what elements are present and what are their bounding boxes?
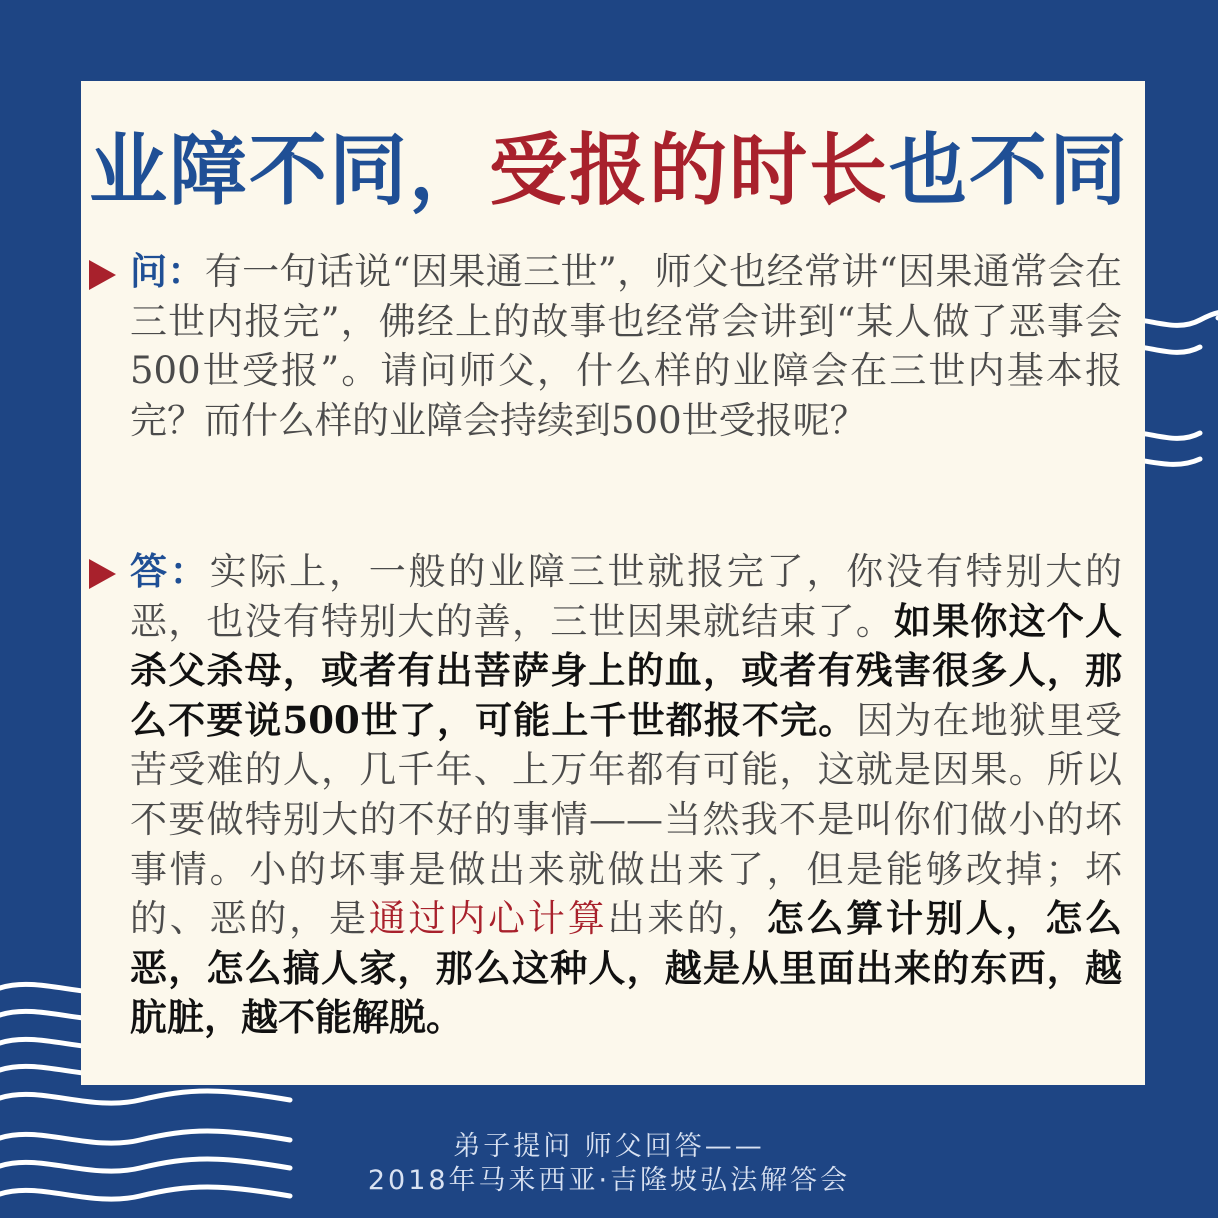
answer-text-6: 怎么算计别人，怎么恶，怎么搞人家，那么这种人，越是从里面出来的东西，越肮脏，越不能解脱。: [130, 896, 1123, 1040]
question-text: 有一句话说“因果通三世”，师父也经常讲“因果通常会在三世内报完”，佛经上的故事也经常会讲到“某人做了恶事会500世受报”。请问师父，什么样的业障会在三世内基本报完？而什么样的业障会持续到500世受报呢？: [130, 250, 1123, 442]
question-block: [130, 247, 1122, 445]
answer-text-2: 如果你这个人杀父杀母，或者有出菩萨身上的血，或者有残害很多人，那么不要说500世了，可能上千世都报不完。: [130, 598, 1122, 742]
title-part4: 也不同: [889, 125, 1130, 216]
answer-text-3: 因为在地狱里受苦受难的人，几千年、上万年都有可能，这就是因果。所以不要做特别大的不好的事情——当然我不是叫你们做小的坏事情。小的坏事是做出来就做出来了，但是能够改掉；坏的、恶的，是: [130, 698, 1123, 941]
title-part2: 受报的: [488, 125, 729, 216]
answer-label: 答：: [130, 549, 210, 593]
footer-line1: 弟子提问 师父回答——: [453, 1131, 765, 1162]
page-title: [0, 122, 1218, 220]
answer-text-5: 出来的，: [607, 897, 767, 941]
answer-highlight: 通过内心计算: [368, 897, 608, 941]
answer-marker-icon: [89, 559, 116, 589]
answer-block: [130, 547, 1122, 1043]
answer-text-1: 实际上，一般的业障三世就报完了，你没有特别大的恶，也没有特别大的善，三世因果就结束了。: [130, 550, 1123, 643]
title-part3: 时长: [729, 125, 890, 216]
question-label: 问：: [130, 249, 205, 293]
footer-line2: 2018年马来西亚·吉隆坡弘法解答会: [367, 1165, 851, 1196]
question-marker-icon: [89, 260, 116, 290]
title-part1: 业障不同，: [88, 125, 489, 216]
